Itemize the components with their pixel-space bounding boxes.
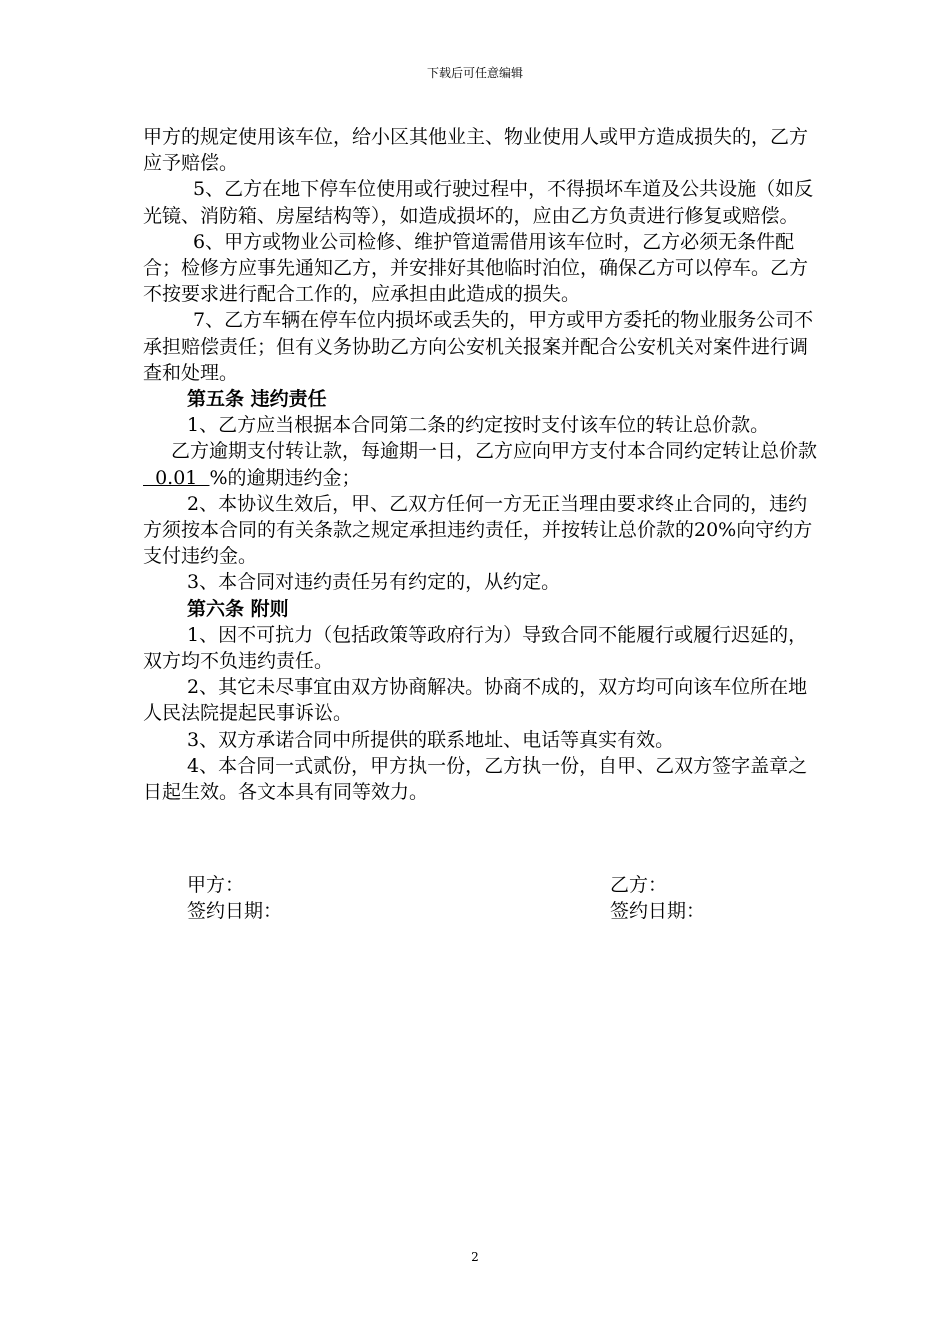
paragraph-clause-5: 5、乙方在地下停车位使用或行驶过程中，不得损坏车道及公共设施（如反光镜、消防箱、房屋结构等），如造成损坏的，应由乙方负责进行修复或赔偿。 [143, 178, 814, 227]
signature-row-date [187, 898, 767, 924]
section-5-item-3: 3、本合同对违约责任另有约定的，从约定。 [187, 571, 561, 594]
page-header: 下载后可任意编辑 [426, 66, 523, 80]
page-number: 2 [471, 1250, 479, 1264]
paragraph-clause-7: 7、乙方车辆在停车位内损坏或丢失的，甲方或甲方委托的物业服务公司不承担赔偿责任；但有义务协助乙方向公安机关报案并配合公安机关对案件进行调查和处理。 [143, 309, 814, 384]
section-6-item-4: 4、本合同一式贰份，甲方执一份，乙方执一份，自甲、乙双方签字盖章之日起生效。各文本具有同等效力。 [143, 754, 808, 804]
section-6-item-3: 3、双方承诺合同中所提供的联系地址、电话等真实有效。 [187, 728, 675, 751]
date-b-label: 签约日期： [610, 900, 706, 922]
paragraph-clause-6: 6、甲方或物业公司检修、维护管道需借用该车位时，乙方必须无条件配合；检修方应事先通知乙方，并安排好其他临时泊位，确保乙方可以停车。乙方不按要求进行配合工作的，应承担由此造成的损失。 [143, 230, 809, 306]
signature-row-party [187, 872, 767, 898]
late-payment-rate: 0.01 [143, 466, 210, 489]
late-payment-text-end: %的逾期违约金； [209, 466, 361, 489]
document-body [143, 124, 823, 805]
section-5-late-payment [143, 438, 823, 490]
late-payment-text: 乙方逾期支付转让款，每逾期一日，乙方应向甲方支付本合同约定转让总价款 [171, 440, 818, 463]
paragraph-continuation: 甲方的规定使用该车位，给小区其他业主、物业使用人或甲方造成损失的，乙方应予赔偿。 [143, 126, 809, 175]
date-a-label: 签约日期： [187, 900, 283, 922]
party-a-label: 甲方： [187, 874, 245, 896]
section-5-item-1: 1、乙方应当根据本合同第二条的约定按时支付该车位的转让总价款。 [187, 414, 770, 437]
section-6-item-1: 1、因不可抗力（包括政策等政府行为）导致合同不能履行或履行迟延的，双方均不负违约责任。 [143, 623, 808, 673]
party-b-label: 乙方： [610, 874, 668, 896]
section-6-heading: 第六条 附则 [187, 597, 289, 620]
section-5-item-2: 2、本协议生效后，甲、乙双方任何一方无正当理由要求终止合同的，违约方须按本合同的有关条款之规定承担违约责任，并按转让总价款的20%向守约方支付违约金。 [143, 492, 813, 568]
section-6-item-2: 2、其它未尽事宜由双方协商解决。协商不成的，双方均可向该车位所在地人民法院提起民事诉讼。 [143, 676, 808, 725]
section-5-heading: 第五条 违约责任 [187, 388, 327, 411]
signature-block [187, 872, 767, 924]
